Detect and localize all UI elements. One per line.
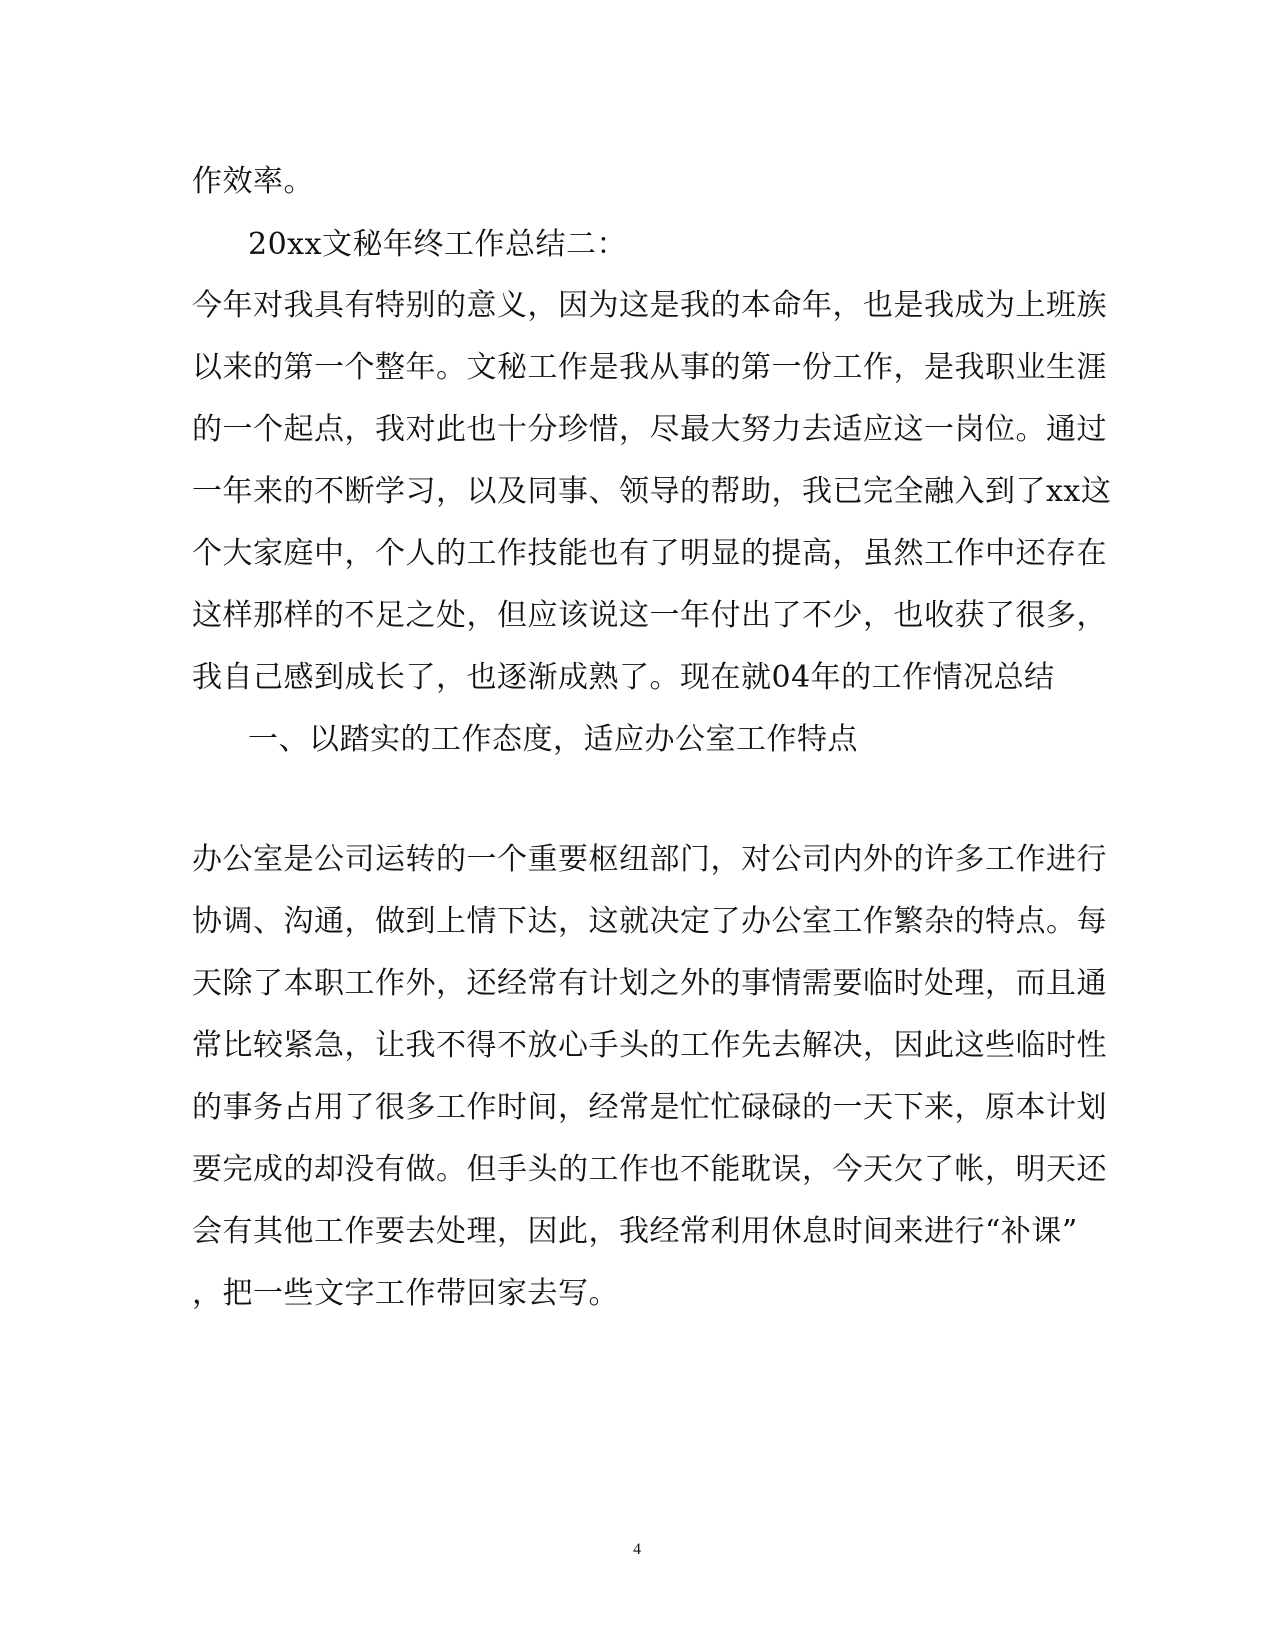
text-line: 常比较紧急，让我不得不放心手头的工作先去解决，因此这些临时性 <box>192 1028 1107 1063</box>
text-line: ，把一些文字工作带回家去写。 <box>192 1276 619 1311</box>
text-line: 以来的第一个整年。文秘工作是我从事的第一份工作，是我职业生涯 <box>192 350 1107 385</box>
text-line: 办公室是公司运转的一个重要枢纽部门，对公司内外的许多工作进行 <box>192 842 1107 877</box>
text-line: 作效率。 <box>192 164 314 199</box>
text-line: 天除了本职工作外，还经常有计划之外的事情需要临时处理，而且通 <box>192 966 1107 1001</box>
text-line: 要完成的却没有做。但手头的工作也不能耽误，今天欠了帐，明天还 <box>192 1152 1107 1187</box>
page-number: 4 <box>633 1541 641 1558</box>
subsection-heading: 一、以踏实的工作态度，适应办公室工作特点 <box>248 722 858 757</box>
text-line: 今年对我具有特别的意义，因为这是我的本命年，也是我成为上班族 <box>192 288 1107 323</box>
section-heading: 20xx文秘年终工作总结二： <box>248 227 628 262</box>
text-line: 会有其他工作要去处理，因此，我经常利用休息时间来进行“补课” <box>192 1214 1078 1249</box>
text-line: 协调、沟通，做到上情下达，这就决定了办公室工作繁杂的特点。每 <box>192 904 1107 939</box>
text-line: 的事务占用了很多工作时间，经常是忙忙碌碌的一天下来，原本计划 <box>192 1090 1107 1125</box>
text-line: 这样那样的不足之处，但应该说这一年付出了不少，也收获了很多， <box>192 598 1107 633</box>
text-line: 个大家庭中，个人的工作技能也有了明显的提高，虽然工作中还存在 <box>192 536 1107 571</box>
text-line: 我自己感到成长了，也逐渐成熟了。现在就04年的工作情况总结 <box>192 660 1055 695</box>
text-line: 一年来的不断学习，以及同事、领导的帮助，我已完全融入到了xx这 <box>192 474 1112 509</box>
text-line: 的一个起点，我对此也十分珍惜，尽最大努力去适应这一岗位。通过 <box>192 412 1107 447</box>
